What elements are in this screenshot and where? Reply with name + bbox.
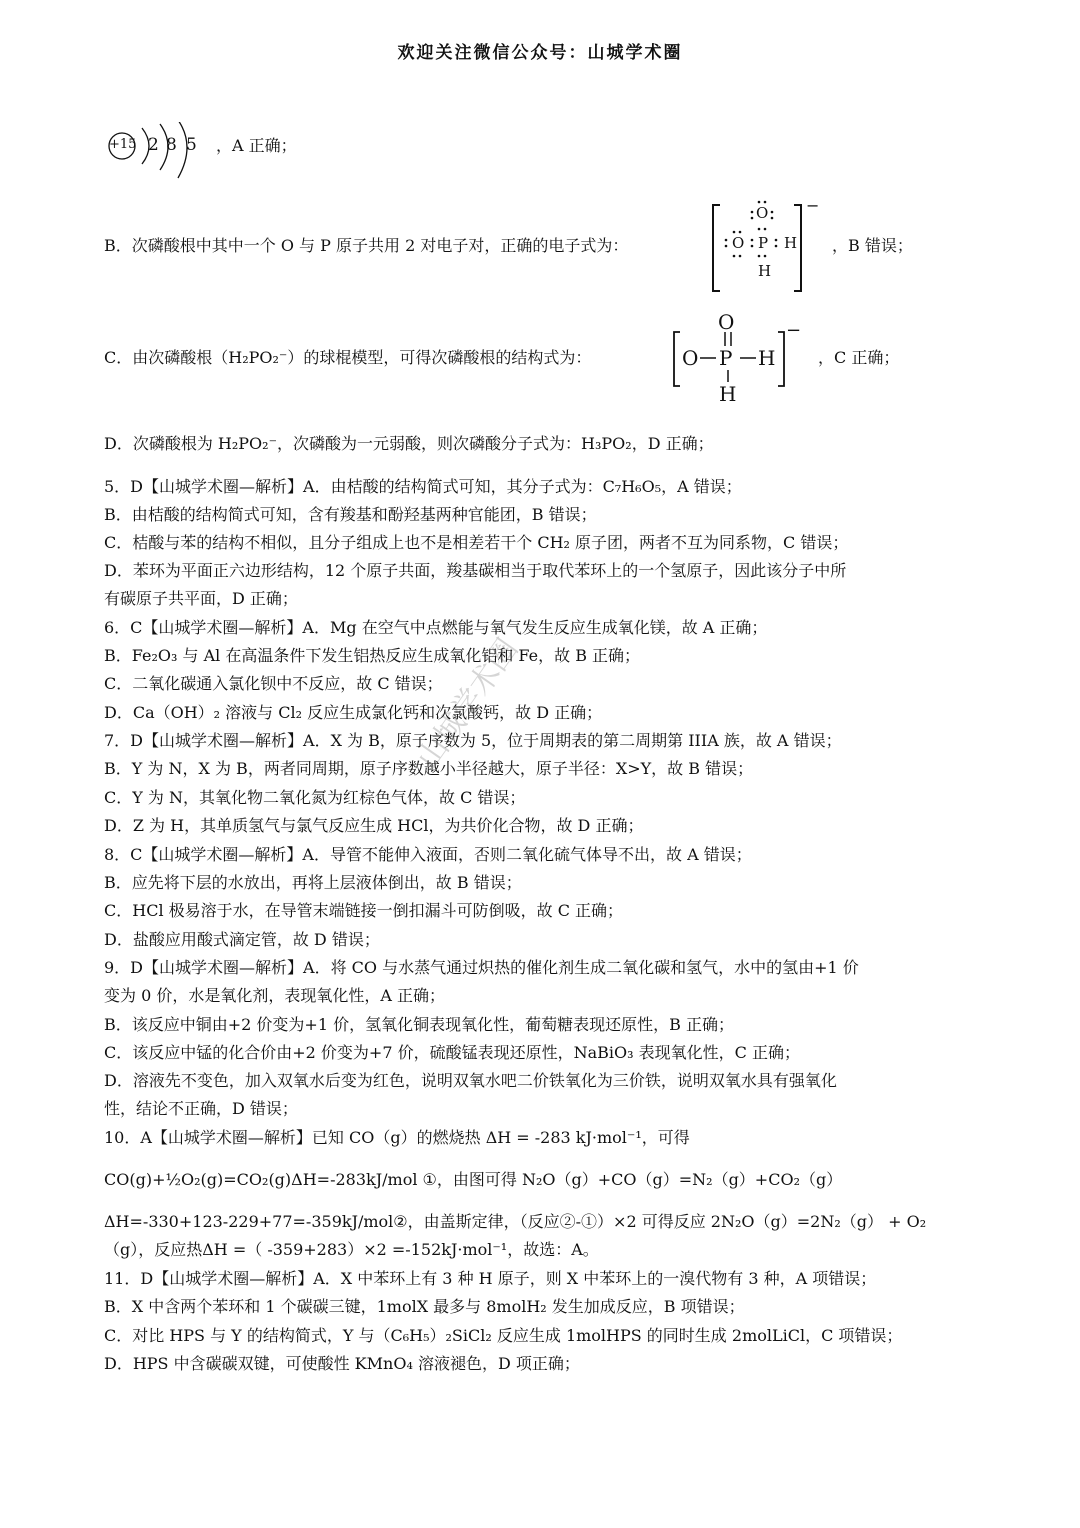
- text-line: D．溶液先不变色，加入双氧水后变为红色，说明双氧水吧二价铁氧化为三价铁，说明双氧水具有强氧化: [104, 1071, 837, 1090]
- text-line: 10．A【山城学术圈—解析】已知 CO（g）的燃烧热 ΔH = -283 kJ·mol⁻¹，可得: [104, 1128, 690, 1147]
- text-line: 性，结论不正确，D 错误；: [104, 1099, 298, 1118]
- formula-top-o: O: [756, 204, 769, 222]
- text-line: C．桔酸与苯的结构不相似，且分子组成上也不是相差若干个 CH₂ 原子团，两者不互为同系物，C 错误；: [104, 533, 849, 552]
- text-line: CO(g)+½O₂(g)=CO₂(g)ΔH=-283kJ/mol ①，由图可得 N₂O（g）+CO（g）=N₂（g）+CO₂（g）: [104, 1170, 843, 1189]
- struct-center-p: P: [719, 346, 733, 370]
- text-line: D．次磷酸根为 H₂PO₂⁻，次磷酸为一元弱酸，则次磷酸分子式为：H₃PO₂，D 正确；: [104, 434, 714, 453]
- struct-charge: −: [786, 320, 802, 341]
- text-line: D．Z 为 H，其单质氢气与氯气反应生成 HCl，为共价化合物，故 D 正确；: [104, 816, 644, 835]
- struct-bottom-h: H: [719, 382, 737, 406]
- atom-shell-3: 5: [186, 135, 197, 155]
- text-line: D．苯环为平面正六边形结构，12 个原子共面，羧基碳相当于取代苯环上的一个氢原子，因此该分子中所: [104, 561, 847, 580]
- page-header: 欢迎关注微信公众号：山城学术圈: [397, 43, 683, 63]
- struct-top-o: O: [718, 310, 735, 334]
- text-line: ΔH=-330+123-229+77=-359kJ/mol②，由盖斯定律，（反应②-①）×2 可得反应 2N₂O（g）=2N₂（g） + O₂: [104, 1212, 927, 1231]
- lone-pair-dots: [712, 200, 822, 292]
- text-line: B．Y 为 N，X 为 B，两者同周期，原子序数越小半径越大，原子半径：X>Y，故 B 错误；: [104, 759, 754, 778]
- atom-shell-1: 2: [148, 135, 159, 155]
- formula-left-o: O: [732, 234, 745, 252]
- c-line-text: C．由次磷酸根（H₂PO₂⁻）的球棍模型，可得次磷酸根的结构式为：: [104, 348, 592, 367]
- text-line: B．X 中含两个苯环和 1 个碳碳三键，1molX 最多与 8molH₂ 发生加成反应，B 项错误；: [104, 1297, 745, 1316]
- text-line: B．应先将下层的水放出，再将上层液体倒出，故 B 错误；: [104, 873, 522, 892]
- text-line: 11．D【山城学术圈—解析】A．X 中苯环上有 3 种 H 原子，则 X 中苯环上的一溴代物有 3 种，A 项错误；: [104, 1269, 877, 1288]
- text-line: C．Y 为 N，其氧化物二氧化氮为红棕色气体，故 C 错误；: [104, 788, 526, 807]
- formula-right-h: H: [784, 234, 798, 252]
- text-line: D．HPS 中含碳碳双键，可使酸性 KMnO₄ 溶液褪色，D 项正确；: [104, 1354, 580, 1373]
- c-line-tail: ，C 正确；: [818, 348, 900, 367]
- text-line: 8．C【山城学术圈—解析】A．导管不能伸入液面，否则二氧化硫气体导不出，故 A 错误；: [104, 845, 752, 864]
- atom-tail-text: ，A 正确；: [216, 136, 297, 155]
- struct-right-h: H: [758, 346, 776, 370]
- text-line: 5．D【山城学术圈—解析】A．由桔酸的结构简式可知，其分子式为：C₇H₆O₅，A 错误；: [104, 477, 742, 496]
- formula-center-p: P: [758, 234, 769, 252]
- b-line-text: B．次磷酸根中其中一个 O 与 P 原子共用 2 对电子对，正确的电子式为：: [104, 236, 629, 255]
- text-line: 7．D【山城学术圈—解析】A．X 为 B，原子序数为 5，位于周期表的第二周期第 IIIA 族，故 A 错误；: [104, 731, 842, 750]
- text-line: 6．C【山城学术圈—解析】A．Mg 在空气中点燃能与氧气发生反应生成氧化镁，故 A 正确；: [104, 618, 768, 637]
- atom-nucleus: +15: [109, 137, 137, 152]
- text-line: D．盐酸应用酸式滴定管，故 D 错误；: [104, 930, 380, 949]
- atom-diagram: [104, 122, 214, 186]
- atom-shell-2: 8: [166, 135, 177, 155]
- text-line: C．该反应中锰的化合价由+2 价变为+7 价，硫酸锰表现还原性，NaBiO₃ 表现氧化性，C 正确；: [104, 1043, 800, 1062]
- struct-left-o: O: [682, 346, 699, 370]
- structural-formula: [672, 310, 812, 406]
- watermark: 山城学术圈: [410, 632, 526, 776]
- text-line: B．Fe₂O₃ 与 Al 在高温条件下发生铝热反应生成氧化铝和 Fe，故 B 正确；: [104, 646, 641, 665]
- text-line: 有碳原子共平面，D 正确；: [104, 589, 298, 608]
- atom-shell-arcs: [104, 122, 214, 186]
- text-line: B．该反应中铜由+2 价变为+1 价，氢氧化铜表现氧化性，葡萄糖表现还原性，B 正确；: [104, 1015, 734, 1034]
- text-line: （g），反应热ΔH =（ -359+283）×2 =-152kJ·mol⁻¹，故选：A。: [104, 1240, 599, 1259]
- text-line: 9．D【山城学术圈—解析】A．将 CO 与水蒸气通过炽热的催化剂生成二氧化碳和氢气，水中的氢由+1 价: [104, 958, 859, 977]
- formula-bottom-h: H: [758, 262, 772, 280]
- text-line: 变为 0 价，水是氧化剂，表现氧化性，A 正确；: [104, 986, 445, 1005]
- text-line: C．对比 HPS 与 Y 的结构简式，Y 与（C₆H₅）₂SiCl₂ 反应生成 1molHPS 的同时生成 2molLiCl，C 项错误；: [104, 1326, 903, 1345]
- electron-formula: [712, 196, 822, 292]
- charge-sign: −: [806, 196, 820, 215]
- text-line: B．由桔酸的结构简式可知，含有羧基和酚羟基两种官能团，B 错误；: [104, 505, 597, 524]
- text-line: D．Ca（OH）₂ 溶液与 Cl₂ 反应生成氯化钙和次氯酸钙，故 D 正确；: [104, 703, 603, 722]
- text-line: C．二氧化碳通入氯化钡中不反应，故 C 错误；: [104, 674, 443, 693]
- b-line-tail: ，B 错误；: [832, 236, 913, 255]
- text-line: C．HCl 极易溶于水，在导管末端链接一倒扣漏斗可防倒吸，故 C 正确；: [104, 901, 624, 920]
